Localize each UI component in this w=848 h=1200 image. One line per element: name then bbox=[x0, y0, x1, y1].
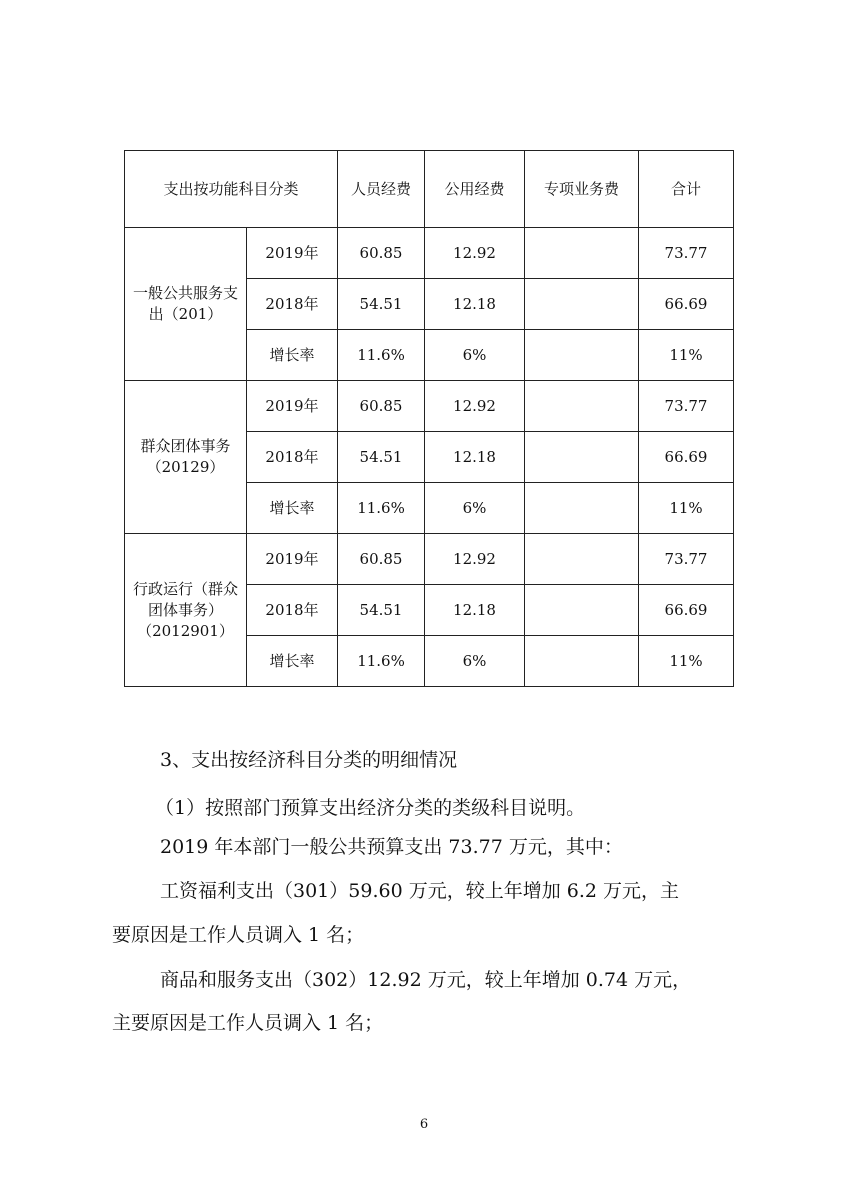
cell-public: 12.92 bbox=[425, 228, 525, 279]
group-name: 群众团体事务（20129） bbox=[125, 381, 247, 534]
section-heading: 3、支出按经济科目分类的明细情况 bbox=[160, 749, 458, 771]
cell-public: 6% bbox=[425, 330, 525, 381]
cell-personnel: 11.6% bbox=[338, 636, 425, 687]
table-row bbox=[125, 534, 734, 585]
cell-public: 12.18 bbox=[425, 585, 525, 636]
cell-special bbox=[525, 585, 639, 636]
row-period: 2019年 bbox=[247, 381, 338, 432]
row-period: 增长率 bbox=[247, 330, 338, 381]
cell-total: 73.77 bbox=[639, 534, 734, 585]
cell-total: 11% bbox=[639, 330, 734, 381]
cell-total: 66.69 bbox=[639, 279, 734, 330]
cell-special bbox=[525, 381, 639, 432]
item1-line2: 要原因是工作人员调入 1 名； bbox=[112, 924, 365, 946]
cell-personnel: 11.6% bbox=[338, 483, 425, 534]
row-period: 增长率 bbox=[247, 483, 338, 534]
table-header-row bbox=[125, 151, 734, 228]
cell-special bbox=[525, 636, 639, 687]
cell-special bbox=[525, 534, 639, 585]
row-period: 2019年 bbox=[247, 534, 338, 585]
cell-special bbox=[525, 432, 639, 483]
cell-public: 6% bbox=[425, 483, 525, 534]
summary-paragraph: 2019 年本部门一般公共预算支出 73.77 万元，其中： bbox=[160, 836, 623, 858]
cell-total: 73.77 bbox=[639, 228, 734, 279]
cell-total: 66.69 bbox=[639, 585, 734, 636]
cell-personnel: 54.51 bbox=[338, 432, 425, 483]
row-period: 2019年 bbox=[247, 228, 338, 279]
header-category: 支出按功能科目分类 bbox=[125, 151, 338, 228]
item2-line2: 主要原因是工作人员调入 1 名； bbox=[112, 1012, 384, 1034]
group-name: 一般公共服务支出（201） bbox=[125, 228, 247, 381]
cell-total: 66.69 bbox=[639, 432, 734, 483]
header-public: 公用经费 bbox=[425, 151, 525, 228]
row-period: 2018年 bbox=[247, 585, 338, 636]
cell-personnel: 60.85 bbox=[338, 228, 425, 279]
expenditure-table bbox=[124, 150, 734, 687]
subheading: （1）按照部门预算支出经济分类的类级科目说明。 bbox=[155, 797, 586, 819]
item2-line1: 商品和服务支出（302）12.92 万元，较上年增加 0.74 万元， bbox=[160, 969, 692, 991]
header-personnel: 人员经费 bbox=[338, 151, 425, 228]
cell-total: 73.77 bbox=[639, 381, 734, 432]
cell-personnel: 60.85 bbox=[338, 381, 425, 432]
cell-total: 11% bbox=[639, 483, 734, 534]
table-row bbox=[125, 381, 734, 432]
cell-public: 12.18 bbox=[425, 279, 525, 330]
table-row bbox=[125, 228, 734, 279]
cell-total: 11% bbox=[639, 636, 734, 687]
cell-personnel: 54.51 bbox=[338, 279, 425, 330]
cell-personnel: 54.51 bbox=[338, 585, 425, 636]
row-period: 增长率 bbox=[247, 636, 338, 687]
header-special: 专项业务费 bbox=[525, 151, 639, 228]
group-name: 行政运行（群众团体事务）（2012901） bbox=[125, 534, 247, 687]
cell-personnel: 11.6% bbox=[338, 330, 425, 381]
cell-special bbox=[525, 330, 639, 381]
row-period: 2018年 bbox=[247, 279, 338, 330]
cell-public: 12.92 bbox=[425, 534, 525, 585]
cell-public: 12.92 bbox=[425, 381, 525, 432]
cell-special bbox=[525, 228, 639, 279]
header-total: 合计 bbox=[639, 151, 734, 228]
cell-special bbox=[525, 279, 639, 330]
item1-line1: 工资福利支出（301）59.60 万元，较上年增加 6.2 万元，主 bbox=[160, 880, 679, 902]
cell-public: 12.18 bbox=[425, 432, 525, 483]
page-number: 6 bbox=[419, 1117, 429, 1132]
cell-personnel: 60.85 bbox=[338, 534, 425, 585]
row-period: 2018年 bbox=[247, 432, 338, 483]
cell-public: 6% bbox=[425, 636, 525, 687]
cell-special bbox=[525, 483, 639, 534]
